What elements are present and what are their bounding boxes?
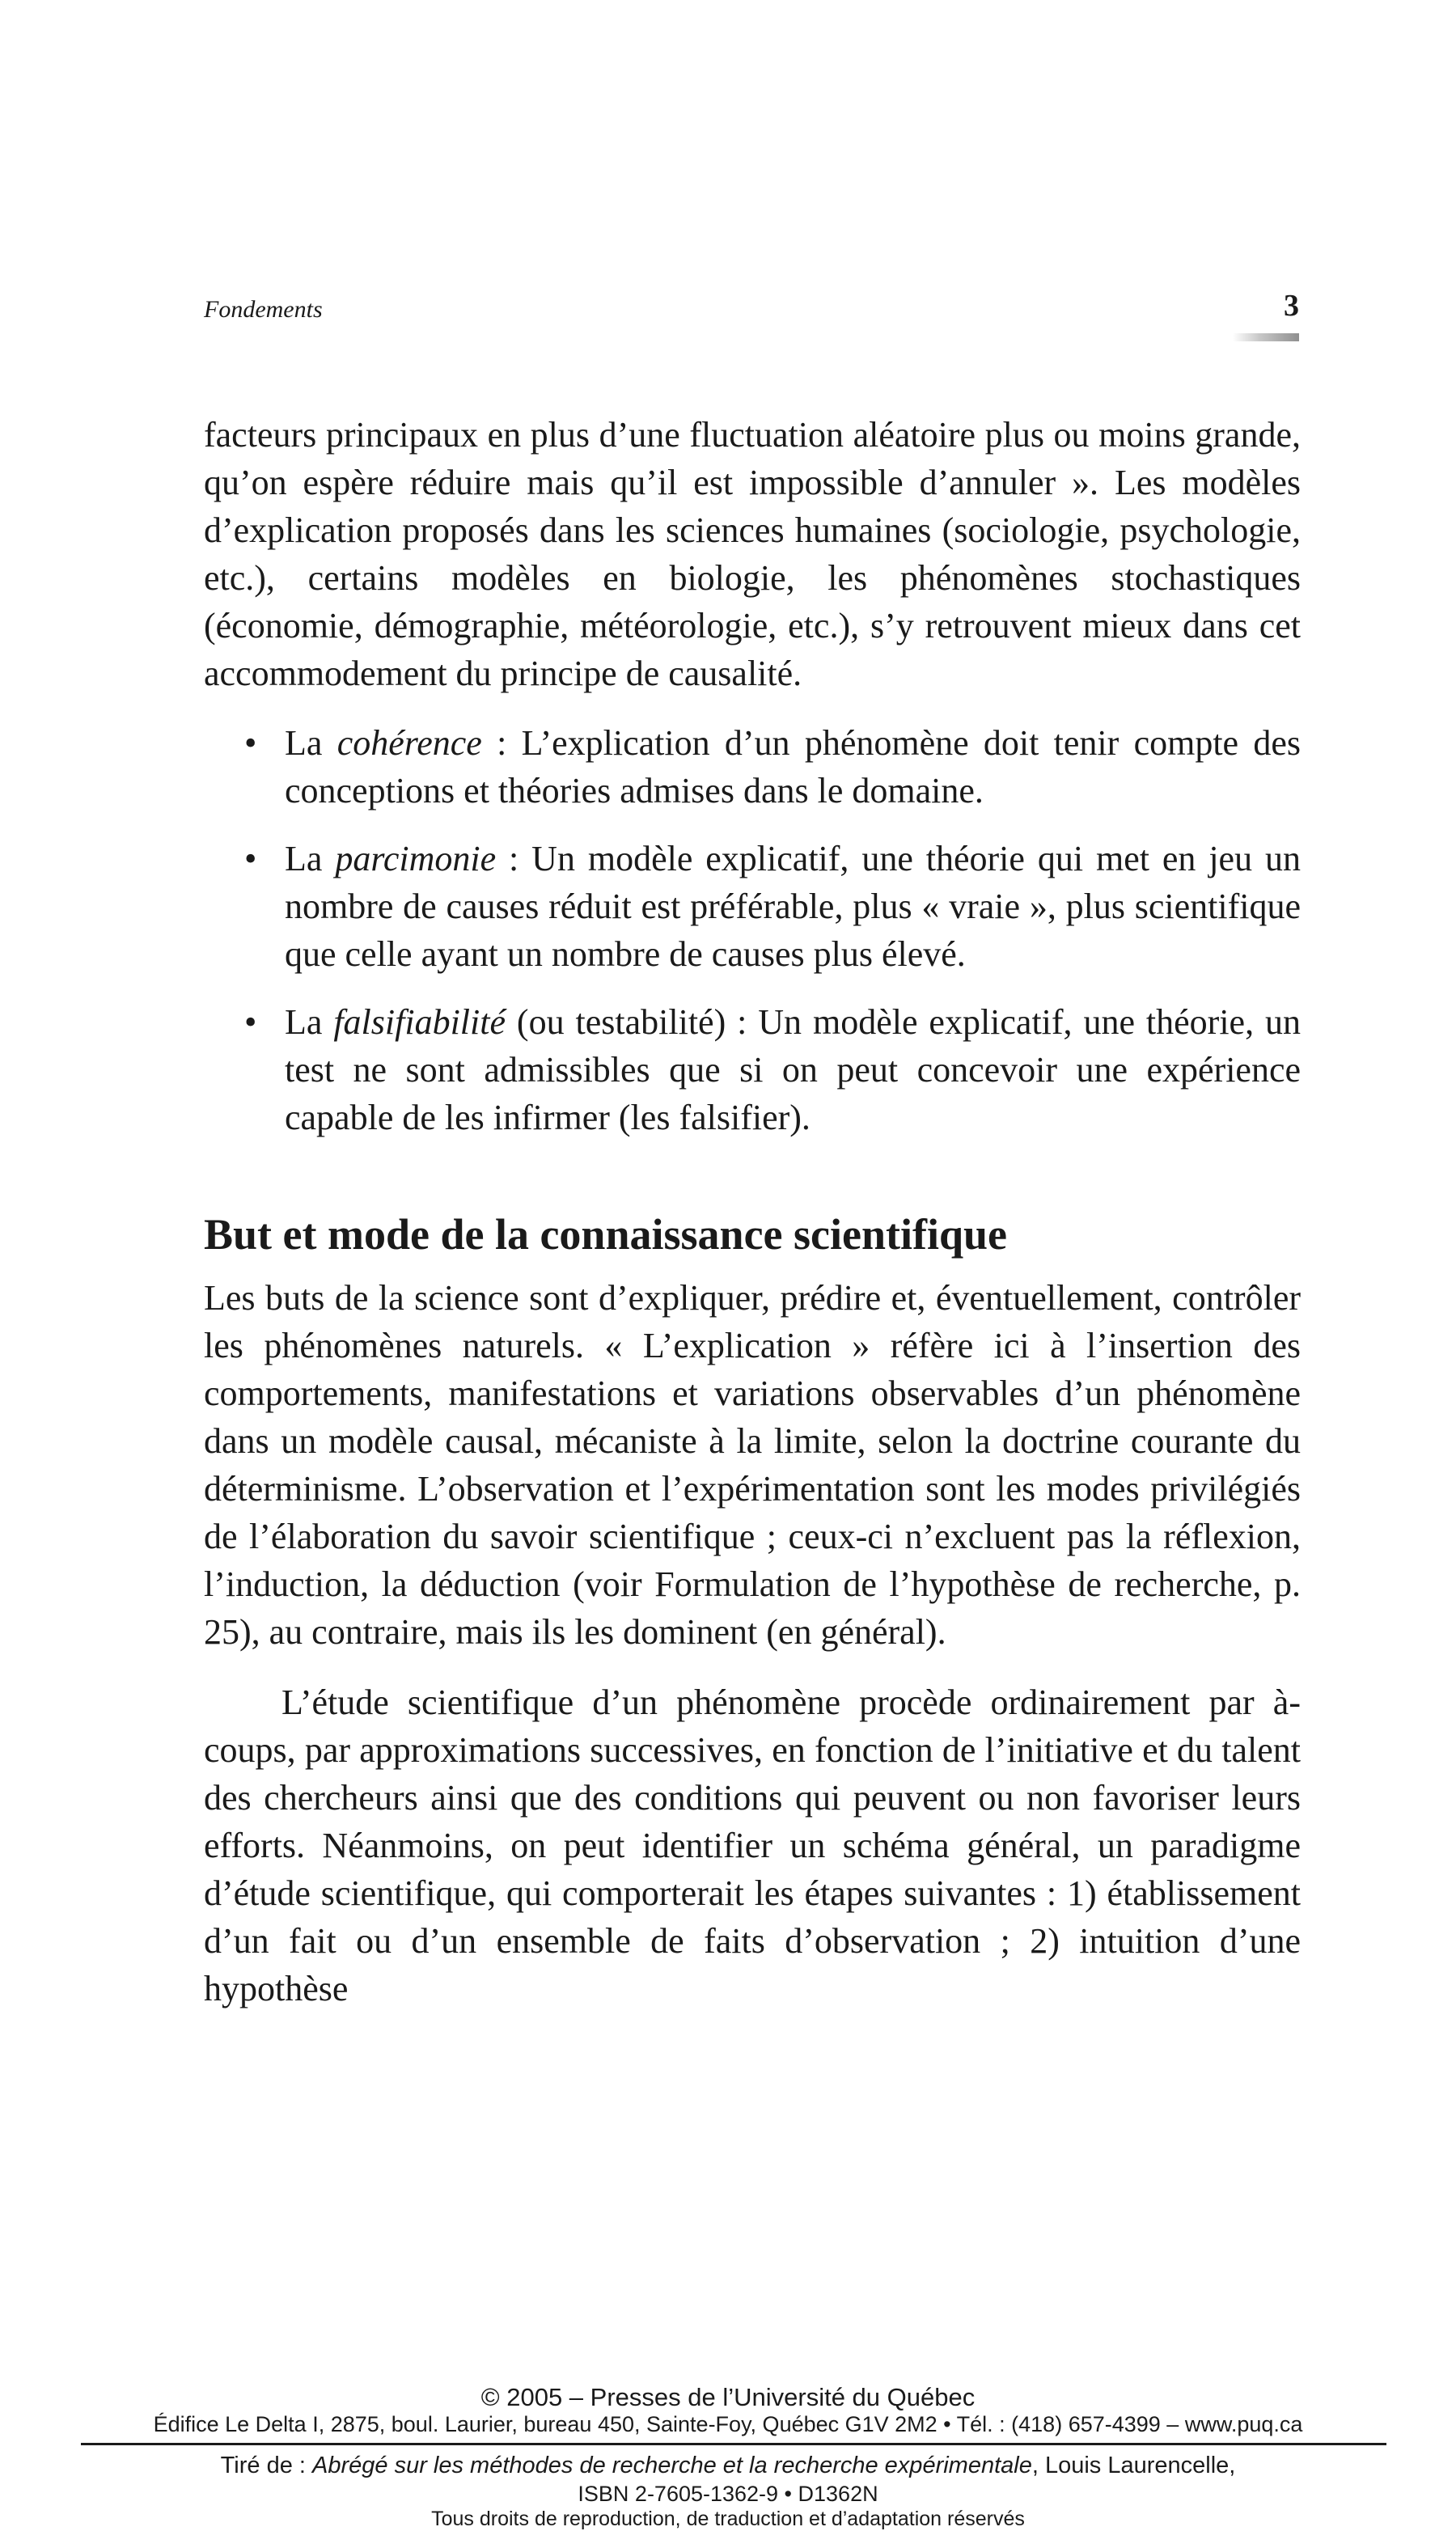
criteria-list (204, 719, 1301, 1141)
footer-source-title: Abrégé sur les méthodes de recherche et la recherche expérimentale (312, 2453, 1032, 2478)
footer-address: Édifice Le Delta I, 2875, boul. Laurier, bureau 450, Sainte-Foy, Québec G1V 2M2 • Tél. : (418) 657-4399 – www.puq.ca (153, 2412, 1303, 2436)
list-item-lead: La (285, 723, 337, 763)
footer-source (0, 2453, 1456, 2479)
footer-source-prefix: Tiré de : (220, 2453, 313, 2478)
list-item-term: cohérence (336, 723, 482, 763)
list-item-term: parcimonie (335, 839, 497, 878)
footer-source-author: , Louis Laurencelle, (1031, 2453, 1236, 2478)
intro-paragraph: facteurs principaux en plus d’une fluctuation aléatoire plus ou moins grande, qu’on espère réduire mais qu’il est impossible d’annuler ». Les modèles d’explication proposés dans les sciences humaines (sociologie, psychologie, etc.), certains modèles en biologie, les phénomènes stochastiques (économie, démographie, météorologie, etc.), s’y retrouvent mieux dans cet accommodement du principe de causalité. (204, 415, 1301, 693)
list-item (204, 998, 1301, 1141)
section-paragraph: L’étude scientifique d’un phénomène procède ordinairement par à-coups, par approximations successives, en fonction de l’initiative et du talent des chercheurs ainsi que des conditions qui peuvent ou non favoriser leurs efforts. Néanmoins, on peut identifier un schéma général, un paradigme d’étude scientifique, qui comporterait les étapes suivantes : 1) établissement d’un fait ou d’un ensemble de faits d’observation ; 2) intuition d’une hypothèse (204, 1682, 1301, 2008)
list-item-text: : L’explication d’un phénomène doit tenir compte des conceptions et théories admises dans le domaine. (285, 723, 1302, 811)
bullet-icon: • (244, 839, 257, 878)
list-item-lead: La (285, 839, 336, 878)
page-number: 3 (1284, 289, 1299, 323)
list-item-term: falsifiabilité (333, 1002, 506, 1042)
list-item-lead: La (285, 1002, 334, 1042)
bullet-icon: • (244, 1002, 257, 1042)
list-item (204, 719, 1301, 815)
footer-isbn: ISBN 2-7605-1362-9 • D1362N (578, 2482, 878, 2506)
list-item-text: (ou testabilité) : Un modèle explicatif, une théorie, un test ne sont admissibles que si on peut concevoir une expérience capable de les infirmer (les falsifier). (285, 1002, 1301, 1137)
page-number-rule (1233, 333, 1299, 341)
footer-rights: Tous droits de reproduction, de traduction et d’adaptation réservés (431, 2508, 1025, 2530)
running-head: Fondements (204, 296, 323, 323)
section-paragraph: Les buts de la science sont d’expliquer, prédire et, éventuellement, contrôler les phénomènes naturels. « L’explication » réfère ici à l’insertion des comportements, manifestations et variations observables d’un phénomène dans un modèle causal, mécaniste à la limite, selon la doctrine courante du déterminisme. L’observation et l’expérimentation sont les modes privilégiés de l’élaboration du savoir scientifique ; ceux-ci n’excluent pas la réflexion, l’induction, la déduction (voir Formulation de l’hypothèse de recherche, p. 25), au contraire, mais ils les dominent (en général). (204, 1278, 1301, 1652)
body-text (204, 411, 1301, 2013)
list-item (204, 835, 1301, 978)
footer-copyright: © 2005 – Presses de l’Université du Québec (480, 2383, 976, 2411)
bullet-icon: • (244, 723, 257, 763)
section-heading: But et mode de la connaissance scientifique (204, 1210, 1007, 1259)
footer-divider (81, 2443, 1386, 2445)
list-item-text: : Un modèle explicatif, une théorie qui met en jeu un nombre de causes réduit est préférable, plus « vraie », plus scientifique que celle ayant un nombre de causes plus élevé. (285, 839, 1302, 974)
paragraph-spacer (204, 1656, 1301, 1678)
